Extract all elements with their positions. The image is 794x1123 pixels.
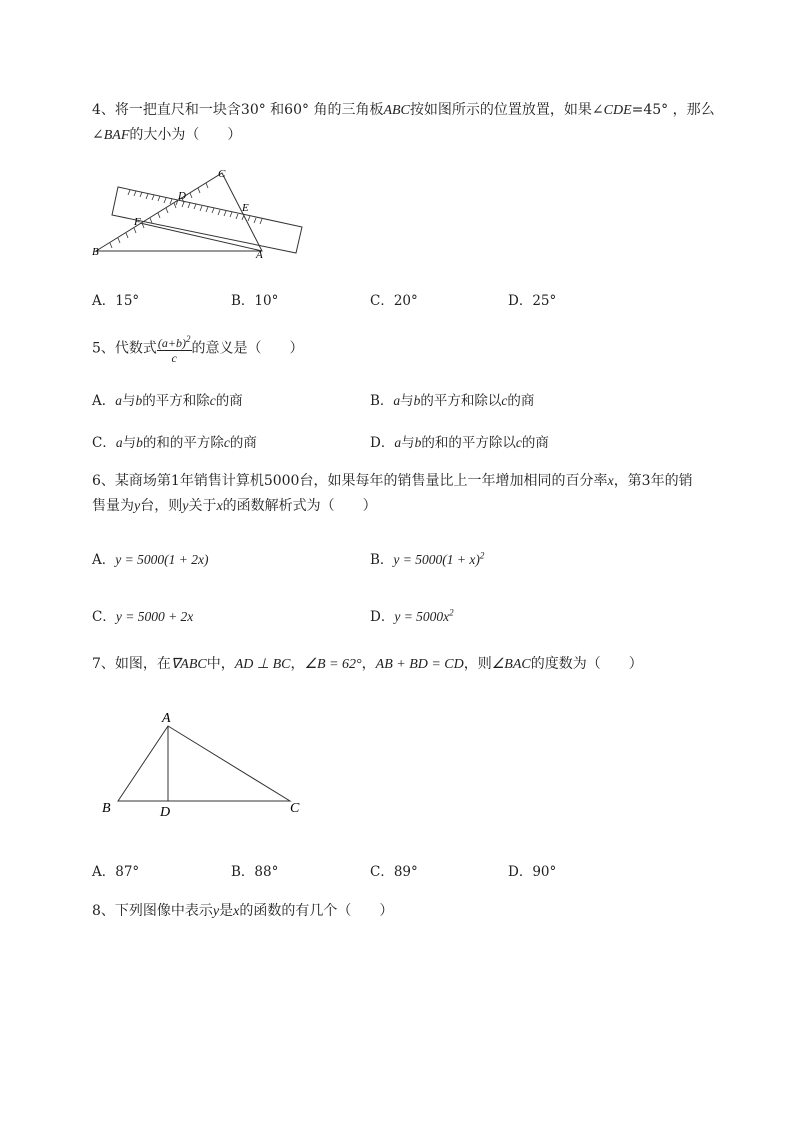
label-D: D bbox=[160, 805, 171, 820]
question-7-stem: 7、如图，在∇ABC中，AD ⊥ BC，∠B = 62°，AB + BD = CD，则∠BAC的度数为（ ） bbox=[92, 656, 643, 672]
q7-option-b[interactable]: B．88° bbox=[231, 864, 279, 880]
question-5-stem: 5、代数式 $\frac{(a+b)^2}{c}$ 的意义是（ ） bbox=[92, 334, 304, 365]
label-C: C bbox=[218, 168, 226, 180]
fraction: $\frac{(a+b)^2}{c}$ bbox=[157, 334, 191, 365]
q6-option-c[interactable]: C．y = 5000 + 2x bbox=[92, 609, 194, 625]
q4-option-b[interactable]: B．10° bbox=[231, 293, 279, 309]
q5-option-d[interactable]: D．a与b的和的平方除以c的商 bbox=[370, 435, 549, 451]
question-8-stem: 8、下列图像中表示y是x的函数的有几个（ ） bbox=[92, 903, 394, 919]
question-6-stem: 6、某商场第1年销售计算机5000台，如果每年的销售量比上一年增加相同的百分率x，第3年的销 售量为y台，则y关于x的函数解析式为（ ） bbox=[92, 473, 693, 514]
question-4-stem: 4、将一把直尺和一块含30° 和60° 角的三角板ABC按如图所示的位置放置，如果∠CDE=45° ，那么 ∠BAF的大小为（ ） bbox=[92, 102, 715, 143]
q4-option-a[interactable]: A．15° bbox=[92, 293, 140, 309]
q5-option-a[interactable]: A．a与b的平方和除c的商 bbox=[92, 393, 243, 409]
label-F: F bbox=[134, 216, 141, 228]
q5-option-b[interactable]: B．a与b的平方和除以c的商 bbox=[370, 393, 535, 409]
q7-option-d[interactable]: D．90° bbox=[508, 864, 557, 880]
label-C: C bbox=[290, 801, 300, 816]
label-D: D bbox=[178, 190, 186, 202]
q4-option-c[interactable]: C．20° bbox=[370, 293, 418, 309]
label-B: B bbox=[92, 246, 99, 258]
q4-option-d[interactable]: D．25° bbox=[508, 293, 557, 309]
label-B: B bbox=[102, 801, 111, 816]
ruler-triangle-figure bbox=[90, 165, 310, 265]
label-E: E bbox=[242, 202, 249, 214]
q6-option-b[interactable]: B．$y = 5000(1 + x)^2$ bbox=[370, 550, 485, 568]
label-A: A bbox=[162, 711, 171, 726]
q7-option-a[interactable]: A．87° bbox=[92, 864, 140, 880]
q6-option-d[interactable]: D．$y = 5000x^2$ bbox=[370, 607, 454, 625]
label-A: A bbox=[256, 249, 263, 261]
triangle-abc-figure bbox=[98, 706, 313, 821]
q7-option-c[interactable]: C．89° bbox=[370, 864, 418, 880]
q6-option-a[interactable]: A．y = 5000(1 + 2x) bbox=[92, 552, 209, 568]
q5-option-c[interactable]: C．a与b的和的平方除c的商 bbox=[92, 435, 257, 451]
